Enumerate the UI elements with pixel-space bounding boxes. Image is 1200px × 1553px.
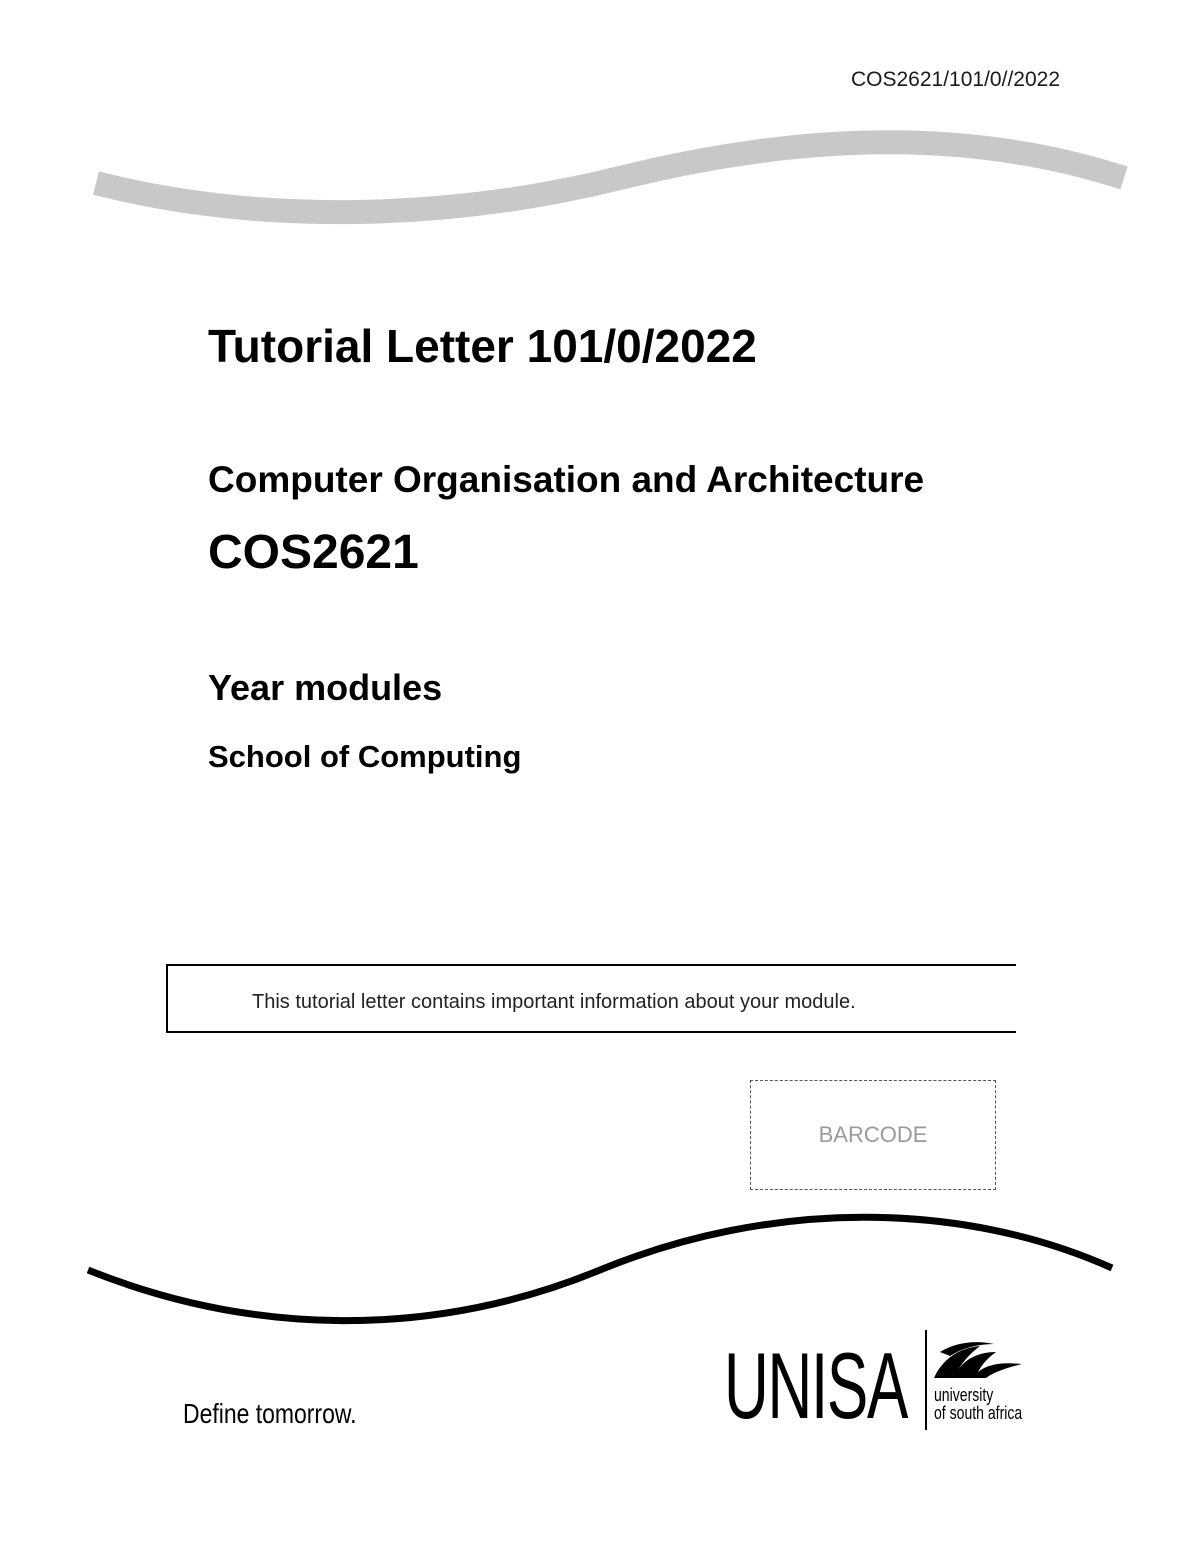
unisa-logo: [724, 1326, 1024, 1436]
logo-wordmark: UNISA: [724, 1333, 908, 1438]
tutorial-letter-title: Tutorial Letter 101/0/2022: [208, 320, 757, 372]
module-code: COS2621: [208, 526, 419, 579]
school-name: School of Computing: [208, 739, 522, 774]
bird-emblem-icon: [932, 1338, 1024, 1382]
logo-divider: [925, 1330, 927, 1430]
module-period: Year modules: [208, 667, 443, 708]
notice-box: [166, 964, 1016, 1033]
document-reference-code: COS2621/101/0//2022: [851, 68, 1060, 91]
tagline: Define tomorrow.: [183, 1398, 357, 1429]
logo-subtitle-line2: of south africa: [934, 1403, 1023, 1423]
barcode-label: BARCODE: [818, 1122, 928, 1147]
barcode-placeholder: [750, 1080, 996, 1190]
notice-text: This tutorial letter contains important information about your module.: [252, 991, 856, 1013]
logo-subtitle: [934, 1386, 1022, 1422]
top-wave-decoration: [0, 0, 1200, 260]
module-name: Computer Organisation and Architecture: [208, 459, 925, 500]
logo-subtitle-line1: university: [934, 1385, 994, 1405]
